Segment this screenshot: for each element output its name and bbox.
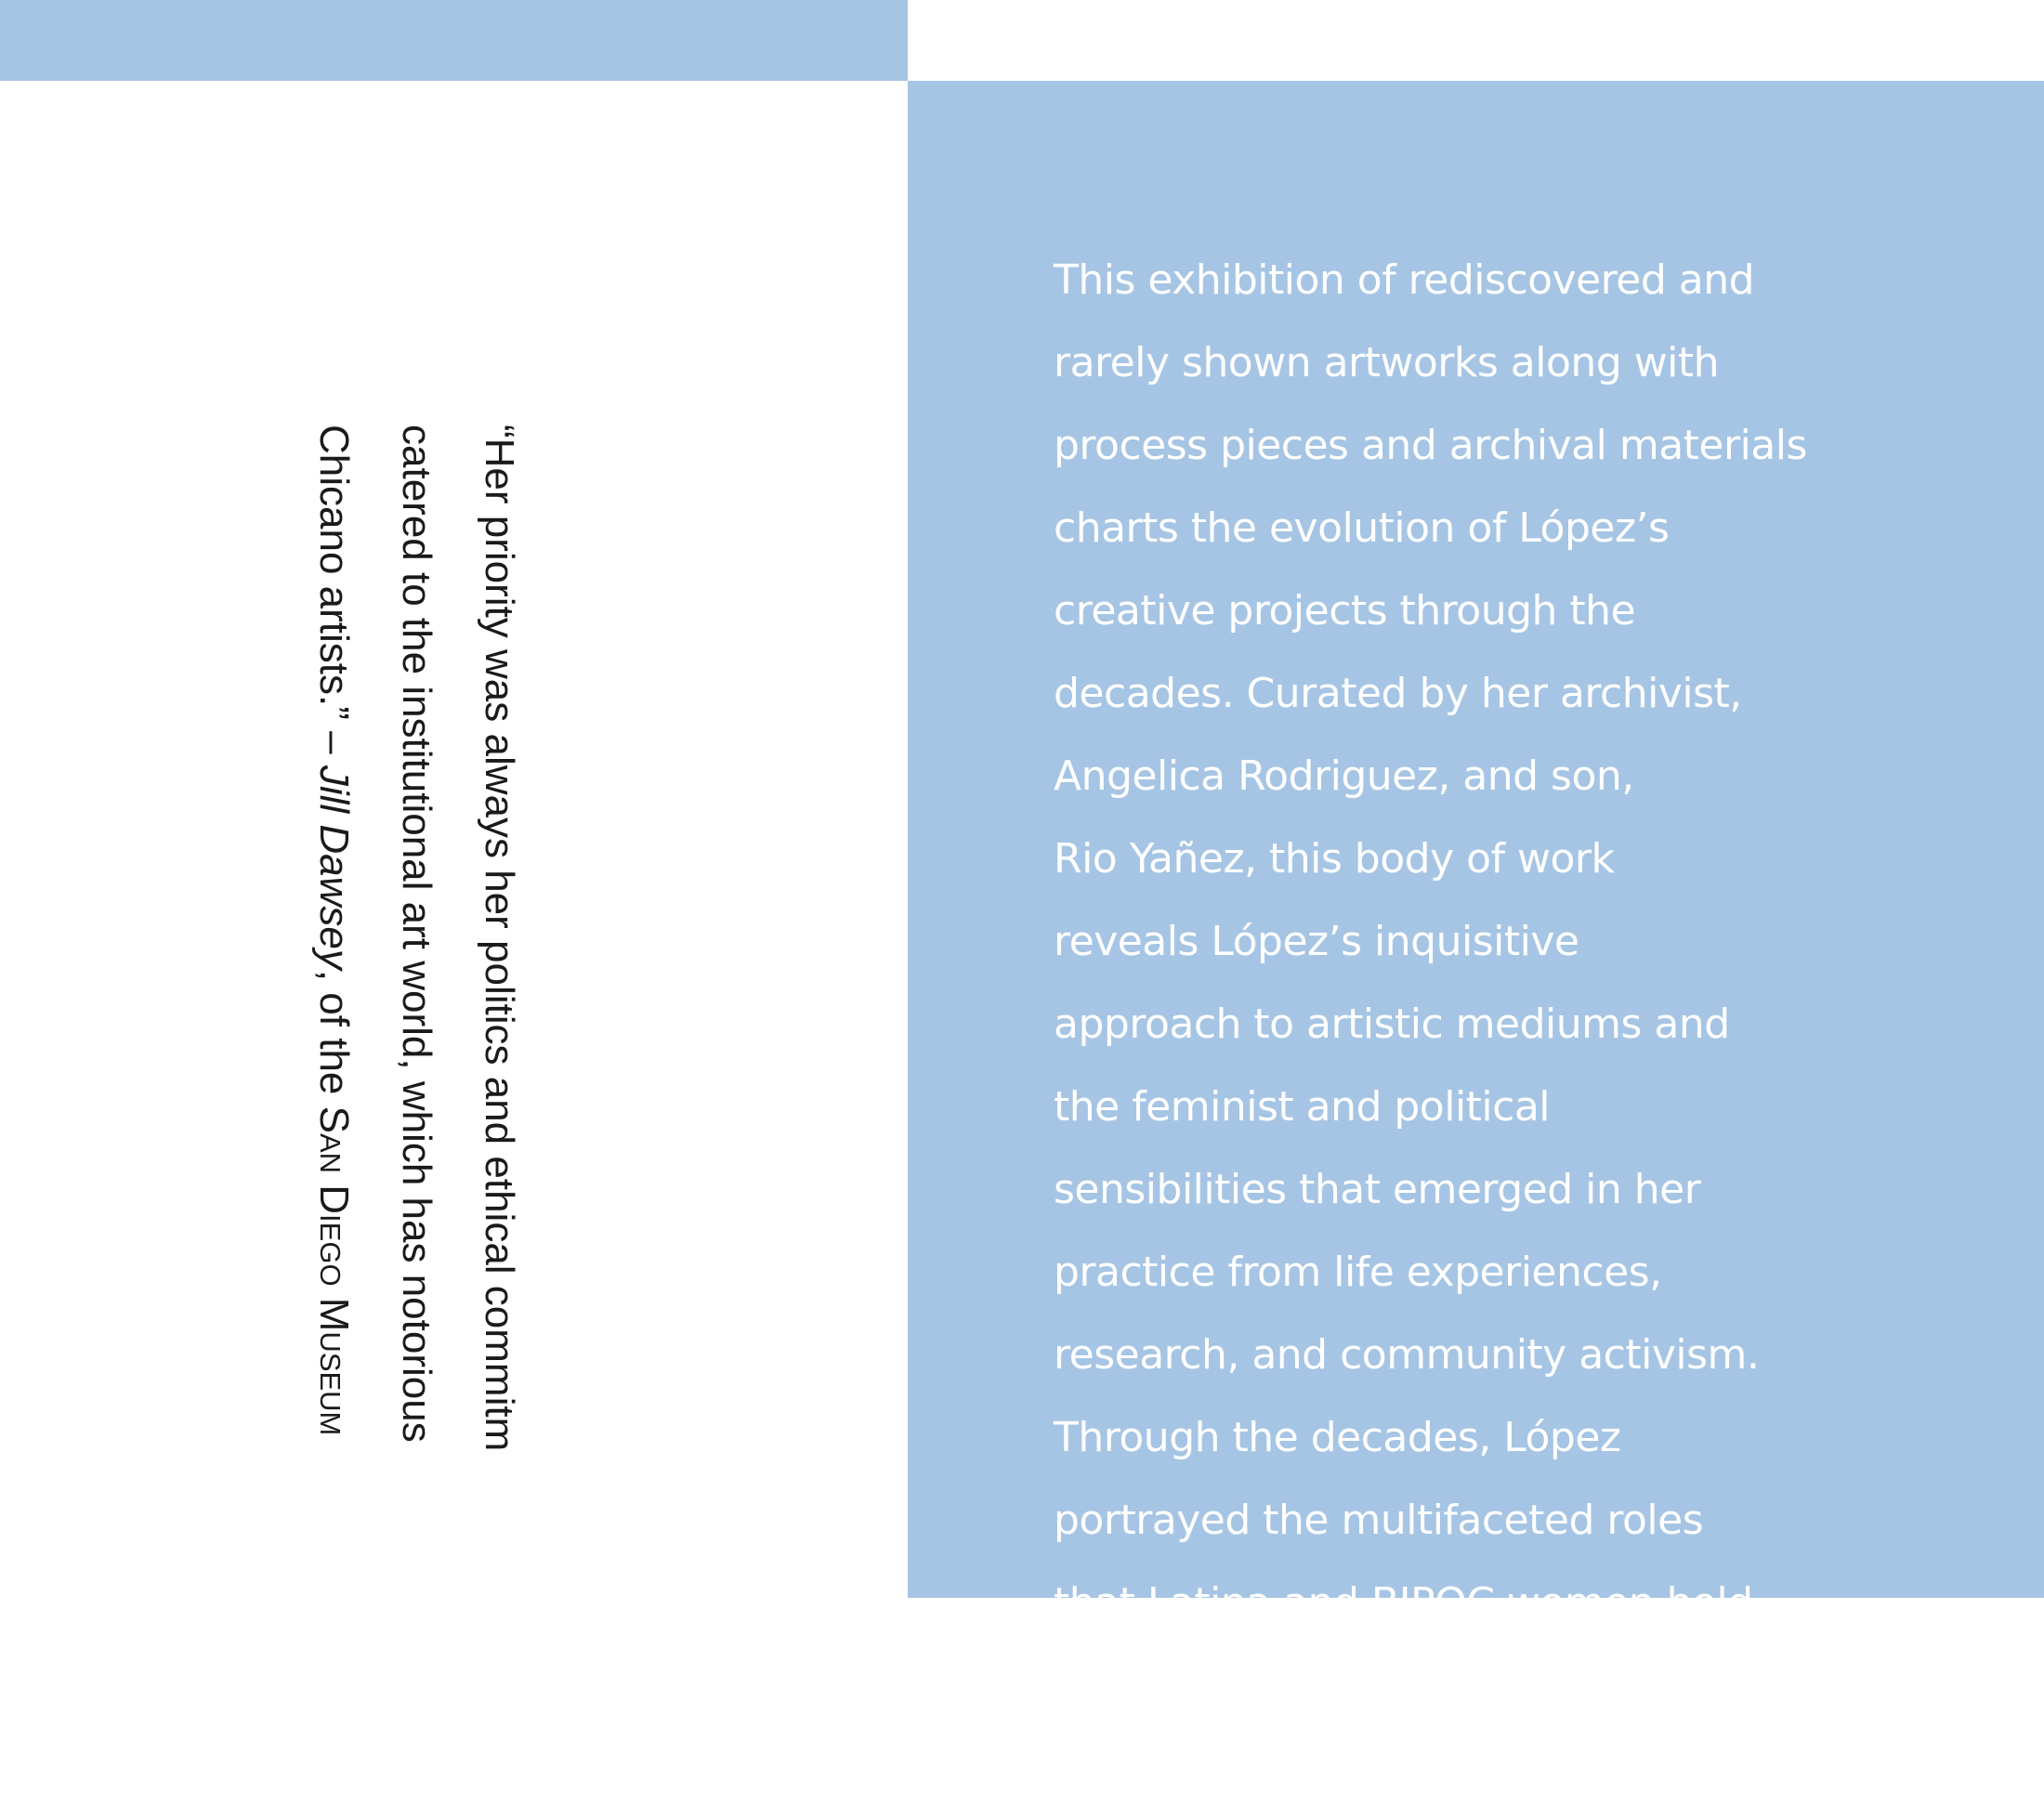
quote-line-3-middle: , of the	[311, 969, 357, 1106]
description-line: practice from life experiences,	[1054, 1249, 1662, 1296]
description-line: This exhibition of rediscovered and	[1054, 256, 1755, 304]
description-line: portrayed the multifaceted roles	[1054, 1497, 1704, 1544]
description-line: charts the evolution of López’s	[1054, 504, 1670, 552]
quote-line-2: catered to the institutional art world, which has notorious	[394, 425, 439, 1443]
description-line: sensibilities that emerged in her	[1054, 1166, 1701, 1213]
top-left-color-band	[0, 0, 908, 81]
quote-line-3-prefix: Chicano artists.” –	[311, 425, 357, 765]
description-line: the feminist and political	[1054, 1083, 1551, 1131]
vertical-quote	[293, 425, 541, 1818]
description-line: research, and community activism.	[1054, 1331, 1760, 1379]
description-line: creative projects through the	[1054, 587, 1636, 634]
description-line: Through the decades, López	[1054, 1414, 1621, 1461]
quote-institution: San Diego Museum	[311, 1105, 357, 1436]
description-line: process pieces and archival materials	[1054, 422, 1807, 469]
description-line: decades. Curated by her archivist,	[1054, 670, 1742, 717]
description-line: that Latina and BIPOC women hold	[1054, 1579, 1753, 1627]
description-panel	[908, 81, 2044, 1627]
description-line: Angelica Rodriguez, and son,	[1054, 752, 1634, 800]
quote-line-3	[293, 425, 375, 1818]
quote-author: Jill Dawsey	[311, 765, 357, 970]
description-line: Rio Yañez, this body of work	[1054, 835, 1615, 883]
description-line: reveals López’s inquisitive	[1054, 918, 1579, 965]
description-text	[1054, 239, 1964, 1644]
description-line: rarely shown artworks along with	[1054, 339, 1720, 386]
quote-line-1: “Her priority was always her politics and ethical commitm	[477, 425, 522, 1452]
description-line: approach to artistic mediums and	[1054, 1001, 1730, 1048]
